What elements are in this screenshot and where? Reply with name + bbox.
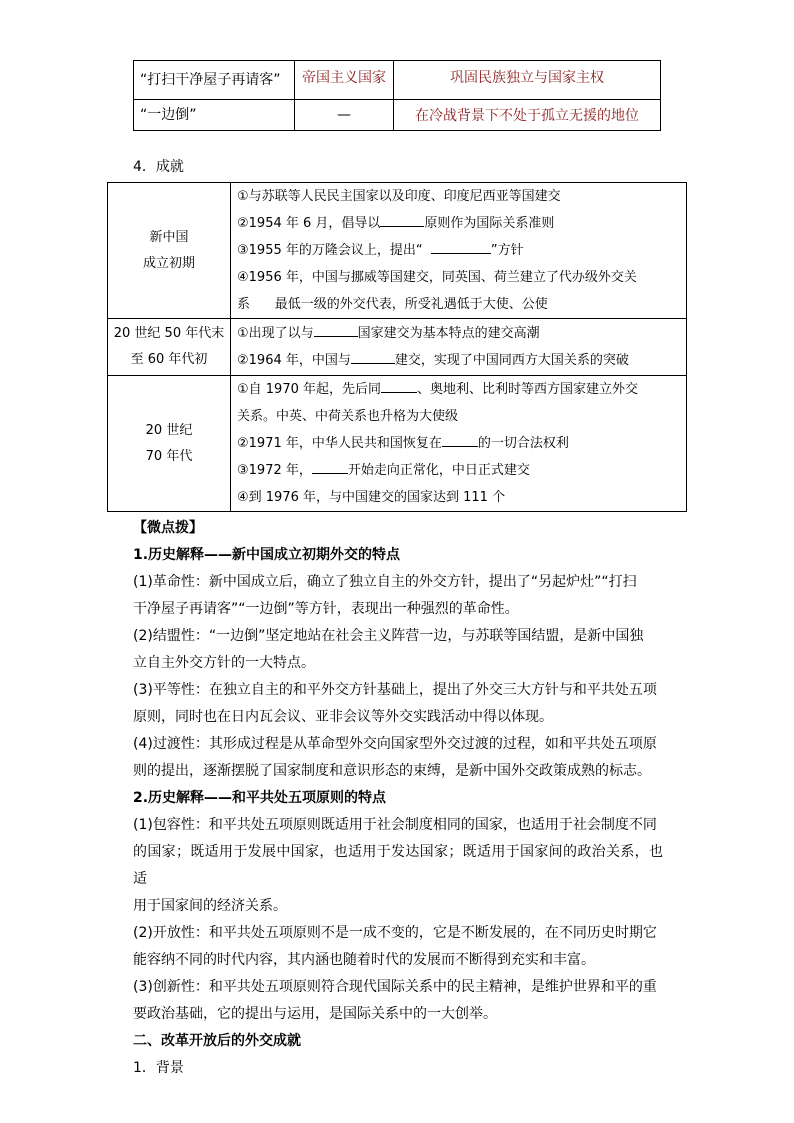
- era-cell: [108, 183, 231, 319]
- list-item: ①与苏联等人民民主国家以及印度、印度尼西亚等国建交: [237, 189, 561, 204]
- table-row: [108, 319, 687, 376]
- notes-heading: 1.历史解释——新中国成立初期外交的特点: [133, 547, 401, 563]
- fill-blank[interactable]: [312, 459, 348, 474]
- policy-cell: “打扫干净屋子再请客”: [134, 61, 295, 100]
- era-cell: [108, 376, 231, 512]
- paragraph-line: (1)革命性：新中国成立后，确立了独立自主的外交方针，提出了“另起炉灶”“打扫: [133, 574, 637, 590]
- achievements-table: [107, 182, 687, 512]
- paragraph-line: (4)过渡性：其形成过程是从革命型外交向国家型外交过渡的过程，如和平共处五项原: [133, 736, 657, 752]
- list-item: ②1964 年，中国与 建交，实现了中国同西方大国关系的突破: [237, 347, 680, 374]
- fill-blank[interactable]: [431, 239, 491, 254]
- paragraph-line: (3)创新性：和平共处五项原则符合现代国际关系中的民主精神，是维护世界和平的重: [133, 979, 657, 995]
- notes-section: [133, 515, 663, 1082]
- era-label: 20 世纪: [145, 422, 193, 438]
- era-label: 新中国: [149, 229, 189, 245]
- fill-blank[interactable]: [381, 378, 417, 393]
- paragraph-line: 能容纳不同的时代内容，其内涵也随着时代的发展而不断得到充实和丰富。: [133, 952, 595, 968]
- notes-heading: 2.历史解释——和平共处五项原则的特点: [133, 790, 387, 806]
- era-label: 20 世纪 50 年代末: [113, 326, 225, 341]
- paragraph-line: 要政治基础，它的提出与运用，是国际关系中的一大创举。: [133, 1006, 497, 1022]
- policy-table: [133, 60, 661, 131]
- list-item: ①出现了以与 国家建交为基本特点的建交高潮: [237, 320, 680, 347]
- list-item: ③1955 年的万隆会议上，提出“ ”方针: [237, 237, 680, 264]
- paragraph-line: (2)结盟性：“一边倒”坚定地站在社会主义阵营一边，与苏联等国结盟，是新中国独: [133, 628, 644, 644]
- list-item: ②1954 年 6 月，倡导以 原则作为国际关系准则: [237, 210, 680, 237]
- target-cell: —: [295, 100, 394, 131]
- fill-blank[interactable]: [442, 432, 478, 447]
- section-heading: 4．成就: [133, 159, 184, 175]
- list-item: ①自 1970 年起，先后同 、奥地利、比利时等西方国家建立外交: [237, 376, 680, 403]
- list-item: 系 最低一级的外交代表，所受礼遇低于大使、公使: [237, 297, 548, 312]
- purpose-cell: 在冷战背景下不处于孤立无援的地位: [394, 100, 661, 131]
- list-item: ②1971 年，中华人民共和国恢复在 的一切合法权利: [237, 430, 680, 457]
- paragraph-line: 用于国家间的经济关系。: [133, 898, 287, 914]
- subsection-heading: 1．背景: [133, 1060, 184, 1076]
- paragraph-line: (2)开放性：和平共处五项原则不是一成不变的，它是不断发展的，在不同历史时期它: [133, 925, 657, 941]
- era-label: 成立初期: [142, 255, 195, 271]
- list-item: 关系。中英、中荷关系也升格为大使级: [237, 409, 459, 424]
- era-label: 70 年代: [145, 448, 193, 464]
- paragraph-line: 则的提出，逐渐摆脱了国家制度和意识形态的束缚，是新中国外交政策成熟的标志。: [133, 763, 651, 779]
- paragraph-line: 原则，同时也在日内瓦会议、亚非会议等外交实践活动中得以体现。: [133, 709, 553, 725]
- table-row: [134, 100, 661, 131]
- notes-title: 【微点拨】: [133, 520, 203, 536]
- era-label: 至 60 年代初: [130, 352, 208, 367]
- table-row: [108, 183, 687, 319]
- fill-blank[interactable]: [380, 212, 424, 227]
- table-row: [134, 61, 661, 100]
- paragraph-line: 的国家；既适用于发展中国家，也适用于发达国家；既适用于国家间的政治关系，也适: [133, 844, 663, 887]
- list-item: ④到 1976 年，与中国建交的国家达到 111 个: [237, 490, 506, 505]
- paragraph-line: 干净屋子再请客”“一边倒”等方针，表现出一种强烈的革命性。: [133, 601, 519, 617]
- era-cell: [108, 319, 231, 376]
- paragraph-line: (3)平等性：在独立自主的和平外交方针基础上，提出了外交三大方针与和平共处五项: [133, 682, 657, 698]
- section-heading: 二、改革开放后的外交成就: [133, 1033, 301, 1049]
- purpose-cell: 巩固民族独立与国家主权: [394, 61, 661, 100]
- list-item: ④1956 年，中国与挪威等国建交，同英国、荷兰建立了代办级外交关: [237, 270, 637, 285]
- paragraph-line: (1)包容性：和平共处五项原则既适用于社会制度相同的国家，也适用于社会制度不同: [133, 817, 657, 833]
- items-cell: [231, 319, 687, 376]
- items-cell: [231, 183, 687, 319]
- items-cell: [231, 376, 687, 512]
- list-item: ③1972 年， 开始走向正常化，中日正式建交: [237, 457, 680, 484]
- fill-blank[interactable]: [314, 322, 358, 337]
- fill-blank[interactable]: [351, 349, 395, 364]
- target-cell: 帝国主义国家: [295, 61, 394, 100]
- paragraph-line: 立自主外交方针的一大特点。: [133, 655, 315, 671]
- table-row: [108, 376, 687, 512]
- policy-cell: “一边倒”: [134, 100, 295, 131]
